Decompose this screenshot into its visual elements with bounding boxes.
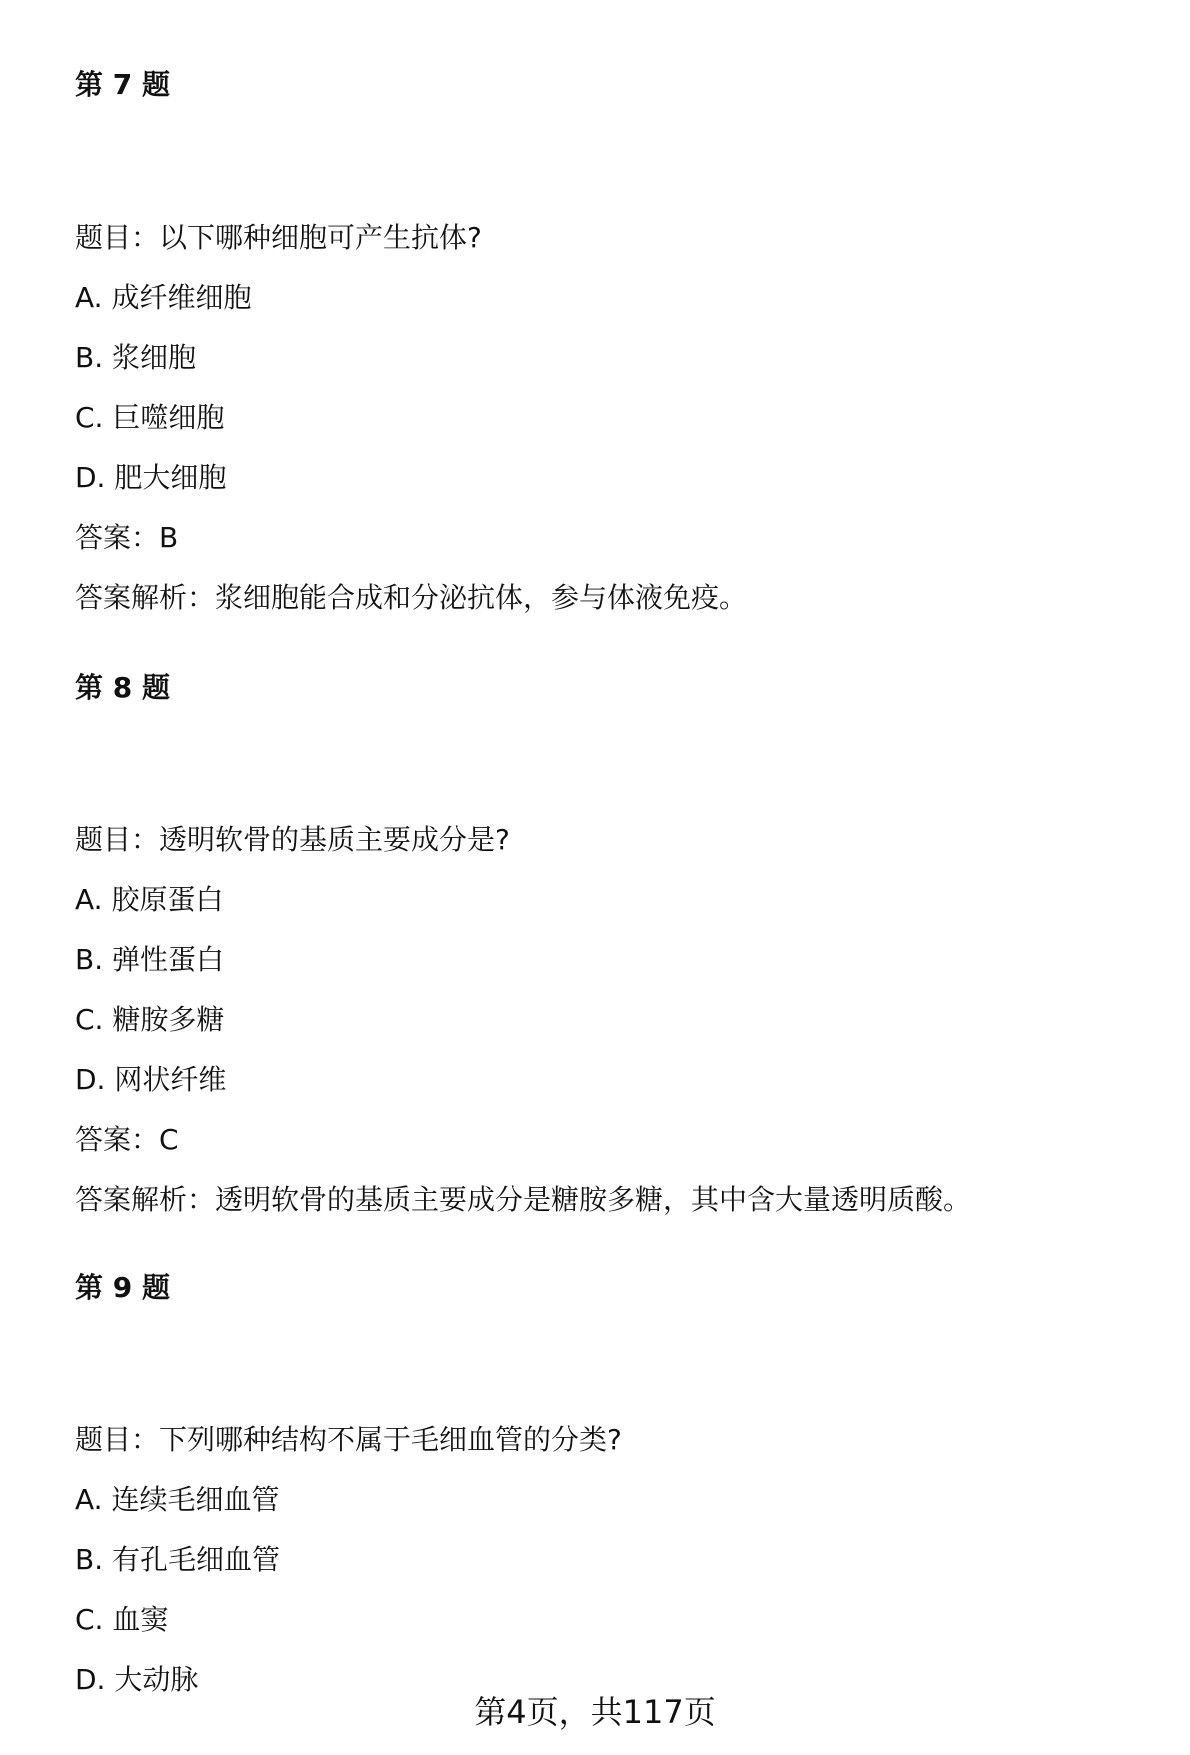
question-8-option-d: D. 网状纤维 [75, 1063, 227, 1096]
question-8-option-c: C. 糖胺多糖 [75, 1003, 225, 1036]
question-7-option-c: C. 巨噬细胞 [75, 401, 225, 434]
question-9-stem: 题目：下列哪种结构不属于毛细血管的分类? [75, 1423, 622, 1456]
question-8-stem: 题目：透明软骨的基质主要成分是? [75, 823, 510, 856]
question-7-explanation: 答案解析：浆细胞能合成和分泌抗体，参与体液免疫。 [75, 581, 748, 614]
question-8-heading: 第 8 题 [75, 671, 170, 704]
page-indicator: 第4页，共117页 [474, 1693, 716, 1731]
question-8-answer: 答案：C [75, 1123, 179, 1156]
question-9-option-a: A. 连续毛细血管 [75, 1483, 280, 1516]
question-9-option-c: C. 血窦 [75, 1603, 169, 1636]
question-7-stem: 题目：以下哪种细胞可产生抗体? [75, 221, 482, 254]
question-7-option-b: B. 浆细胞 [75, 341, 197, 374]
question-7-option-a: A. 成纤维细胞 [75, 281, 252, 314]
question-9-option-b: B. 有孔毛细血管 [75, 1543, 281, 1576]
question-9-option-d: D. 大动脉 [75, 1663, 199, 1696]
question-8-explanation: 答案解析：透明软骨的基质主要成分是糖胺多糖，其中含大量透明质酸。 [75, 1183, 972, 1216]
question-7-option-d: D. 肥大细胞 [75, 461, 227, 494]
question-8-option-b: B. 弹性蛋白 [75, 943, 225, 976]
question-7-answer: 答案：B [75, 521, 179, 554]
question-8-option-a: A. 胶原蛋白 [75, 883, 224, 916]
question-7-heading: 第 7 题 [75, 68, 170, 101]
question-9-heading: 第 9 题 [75, 1271, 170, 1304]
